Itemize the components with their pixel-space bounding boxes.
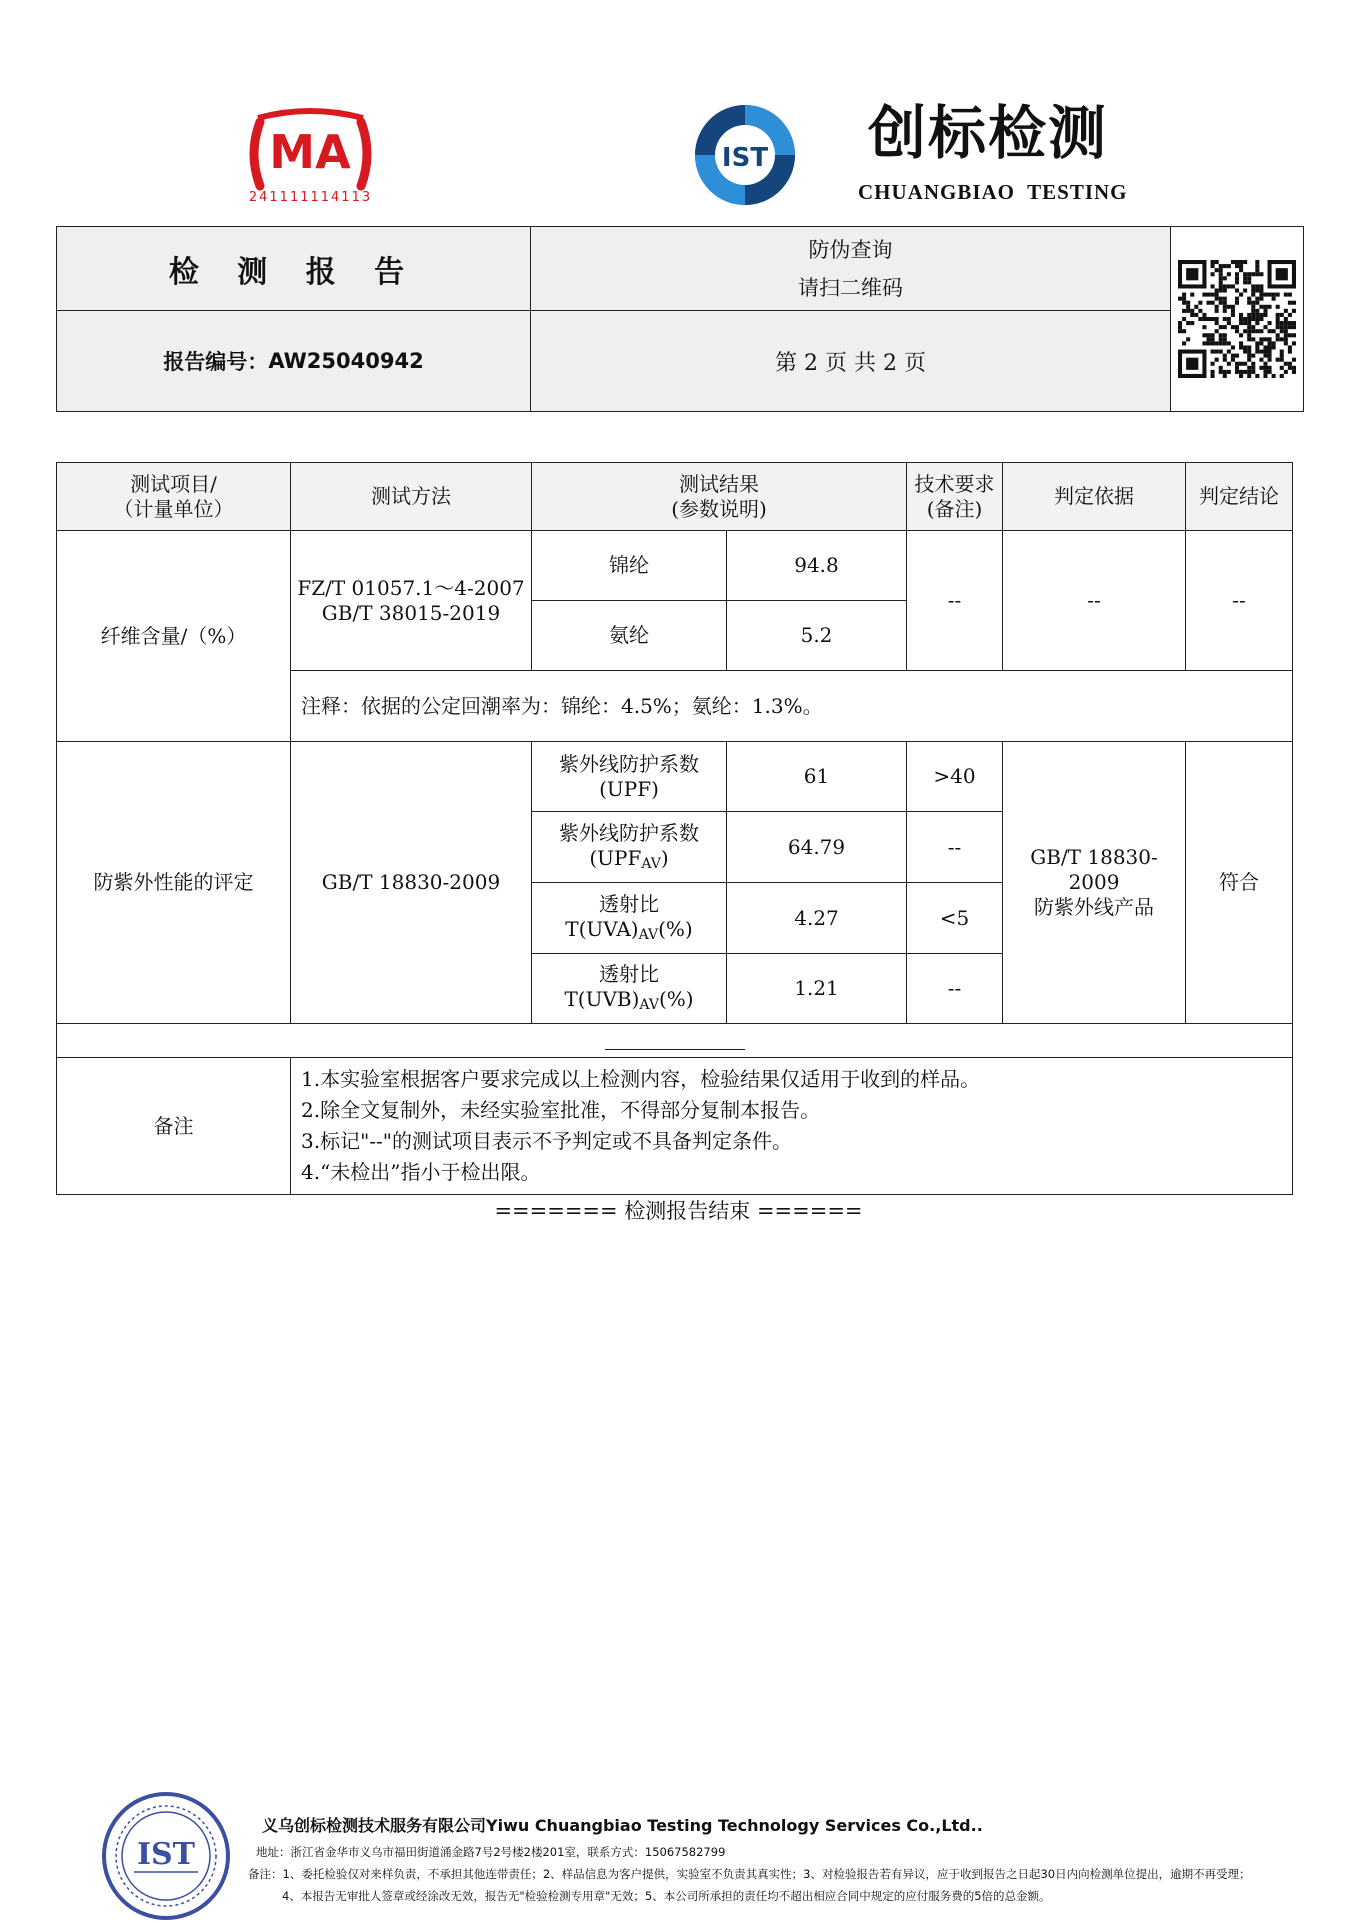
fiber-value: 5.2	[727, 601, 907, 671]
brand-name-cn: 创标检测	[868, 99, 1109, 167]
uv-param: 透射比 $T(UVA)_{AV}(\%)$	[532, 883, 727, 954]
ist-seal-icon	[100, 1790, 232, 1922]
report-number-label: 报告编号：	[163, 350, 269, 374]
uv-item: 防紫外性能的评定	[57, 742, 291, 1024]
fiber-param: 氨纶	[532, 601, 727, 671]
separator-line	[605, 1049, 745, 1050]
uv-method: GB/T 18830-2009	[291, 742, 532, 1024]
verify-line-2: 请扫二维码	[798, 275, 903, 300]
separator-row	[57, 1024, 1293, 1058]
report-title: 检 测 报 告	[57, 227, 531, 311]
uv-value: 4.27	[727, 883, 907, 954]
fiber-method: FZ/T 01057.1～4-2007 GB/T 38015-2019	[291, 531, 532, 671]
uv-requirement: --	[907, 812, 1003, 883]
uv-param: 紫外线防护系数 $(UPF_{AV})$	[532, 812, 727, 883]
header-basis: 判定依据	[1003, 463, 1186, 531]
verify-line-1: 防伪查询	[808, 237, 893, 262]
fiber-basis: --	[1003, 531, 1186, 671]
footer-note-2: 4、本报告无审批人签章或经涂改无效，报告无"检验检测专用章"无效；5、本公司所承担的责任均不超出相应合同中规定的应付服务费的5倍的总金额。	[282, 1889, 1051, 1903]
remark-line: 4.“未检出”指小于检出限。	[301, 1160, 541, 1184]
page-info: 第 2 页 共 2 页	[531, 311, 1171, 411]
fiber-conclusion: --	[1186, 531, 1293, 671]
uv-requirement: >40	[907, 742, 1003, 812]
svg-text:IST: IST	[136, 1837, 196, 1872]
cma-logo	[238, 104, 383, 204]
qr-code[interactable]	[1171, 227, 1303, 411]
anti-counterfeit-query	[531, 227, 1171, 311]
uv-param: 透射比 $T(UVB)_{AV}(\%)$	[532, 954, 727, 1024]
report-number-value: AW25040942	[268, 349, 424, 373]
ist-logo-icon	[690, 100, 800, 210]
uv-param: 紫外线防护系数 (UPF)	[532, 742, 727, 812]
report-info-box	[56, 226, 1304, 412]
footer-company: 义乌创标检测技术服务有限公司Yiwu Chuangbiao Testing Technology Services Co.,Ltd..	[262, 1816, 983, 1835]
header-result: 测试结果 (参数说明)	[532, 463, 907, 531]
table-row	[57, 742, 1293, 812]
remark-line: 2.除全文复制外，未经实验室批准，不得部分复制本报告。	[301, 1098, 821, 1122]
uv-requirement: --	[907, 954, 1003, 1024]
test-results-table	[56, 462, 1293, 1195]
uv-value: 64.79	[727, 812, 907, 883]
uv-value: 1.21	[727, 954, 907, 1024]
svg-text:IST: IST	[721, 143, 769, 173]
fiber-requirement: --	[907, 531, 1003, 671]
header-conclusion: 判定结论	[1186, 463, 1293, 531]
footer-note-1: 备注：1、委托检验仅对来样负责，不承担其他连带责任；2、样品信息为客户提供，实验室不负责其真实性；3、对检验报告若有异议，应于收到报告之日起30日内向检测单位提出，逾期不再受理；	[248, 1867, 1251, 1881]
remarks-content	[291, 1058, 1293, 1195]
qr-code-icon[interactable]	[1178, 260, 1296, 378]
uv-basis: GB/T 18830-2009 防紫外线产品	[1003, 742, 1186, 1024]
uv-conclusion: 符合	[1186, 742, 1293, 1024]
report-number	[57, 311, 531, 411]
cma-number: 241111114113	[248, 190, 373, 205]
fiber-item: 纤维含量/（%）	[57, 531, 291, 742]
report-end-marker: ======= 检测报告结束 ======	[494, 1199, 863, 1223]
uv-requirement: <5	[907, 883, 1003, 954]
brand-name-en: CHUANGBIAO TESTING	[858, 180, 1128, 204]
fiber-value: 94.8	[727, 531, 907, 601]
remarks-label: 备注	[57, 1058, 291, 1195]
header-method: 测试方法	[291, 463, 532, 531]
uv-value: 61	[727, 742, 907, 812]
remark-line: 1.本实验室根据客户要求完成以上检测内容，检验结果仅适用于收到的样品。	[301, 1067, 981, 1091]
table-row	[57, 531, 1293, 601]
remark-line: 3.标记"--"的测试项目表示不予判定或不具备判定条件。	[301, 1129, 792, 1153]
fiber-note: 注释：依据的公定回潮率为：锦纶：4.5%；氨纶：1.3%。	[291, 671, 1293, 742]
svg-text:MA: MA	[269, 125, 351, 179]
table-header-row	[57, 463, 1293, 531]
fiber-param: 锦纶	[532, 531, 727, 601]
footer-address: 地址：浙江省金华市义乌市福田街道涌金路7号2号楼2楼201室，联系方式：15067582799	[256, 1845, 726, 1859]
header-requirement: 技术要求 (备注)	[907, 463, 1003, 531]
remarks-row	[57, 1058, 1293, 1195]
header-item: 测试项目/ （计量单位）	[57, 463, 291, 531]
